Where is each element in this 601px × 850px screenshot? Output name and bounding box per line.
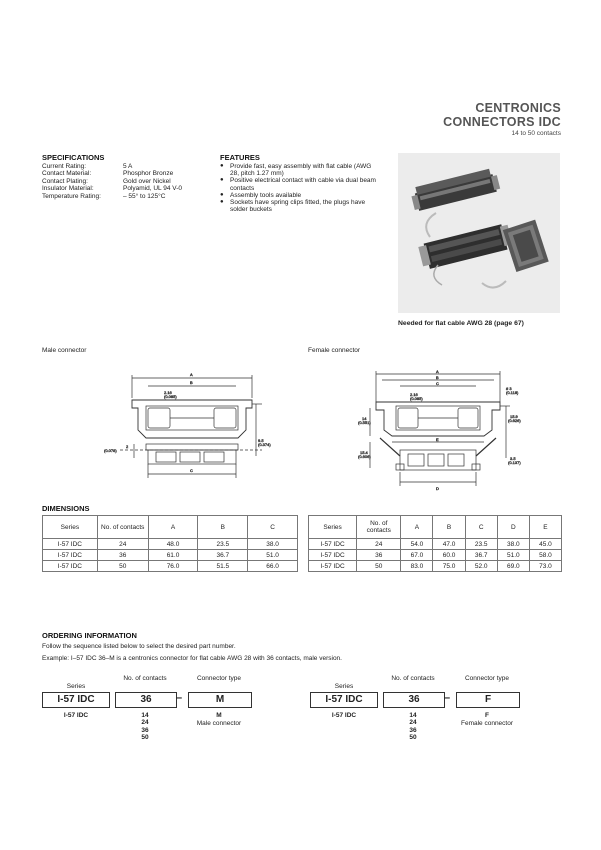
table-cell: 73.0 xyxy=(529,561,561,572)
page-subtitle: 14 to 50 contacts xyxy=(511,130,561,137)
feature-item: ● Provide fast, easy assembly with flat cable (AWG 28, pitch 1.27 mm) xyxy=(220,163,380,177)
dimensions-heading: DIMENSIONS xyxy=(42,504,90,513)
table-cell: 51.0 xyxy=(497,550,529,561)
ordering-instruction: Follow the sequence listed below to select the desired part number. xyxy=(42,643,236,650)
series-box: I-57 IDC xyxy=(42,692,110,708)
label-dim4: (0.374) xyxy=(258,442,271,447)
spec-label: Current Rating: xyxy=(42,163,87,170)
table-cell: 51.5 xyxy=(198,561,248,572)
spec-label: Insulator Material: xyxy=(42,185,94,193)
contacts-option: 14 xyxy=(141,712,149,719)
label-dim2: (0.085) xyxy=(410,396,423,401)
type-option: M xyxy=(216,712,222,719)
column-header: B xyxy=(198,516,248,539)
female-connector-drawing xyxy=(340,368,530,493)
label-dim11: 14 xyxy=(362,416,367,421)
spec-row xyxy=(42,170,182,177)
type-option: F xyxy=(485,712,489,719)
features-list xyxy=(220,163,380,213)
table-cell: I-57 IDC xyxy=(43,539,98,550)
contacts-option: 24 xyxy=(141,719,149,727)
column-header: No. of contacts xyxy=(357,516,401,539)
feature-item: ● Positive electrical contact with cable via dual beam contacts xyxy=(220,177,380,191)
spec-label: Temperature Rating: xyxy=(42,192,101,200)
column-header: Series xyxy=(309,516,357,539)
label-dim1: 2.16 xyxy=(410,392,418,397)
label-two: 2 xyxy=(126,444,129,449)
spec-value: Phosphor Bronze xyxy=(123,170,174,178)
type-box: F xyxy=(456,692,520,708)
table-cell: 51.0 xyxy=(248,550,298,561)
label-dim12: (0.551) xyxy=(358,420,371,425)
male-connector-drawing xyxy=(100,368,280,488)
table-cell: 61.0 xyxy=(148,550,198,561)
table-row xyxy=(309,539,562,550)
type-label: Connector type xyxy=(464,675,510,682)
label-e: E xyxy=(436,437,439,442)
feature-item: ● Sockets have spring clips fitted, the plugs have solder buckets xyxy=(220,199,380,213)
table-cell: 50 xyxy=(97,561,148,572)
label-a: A xyxy=(190,372,193,377)
page-title: CENTRONICS xyxy=(475,101,561,115)
contacts-option: 36 xyxy=(141,726,149,734)
label-c: C xyxy=(190,468,193,473)
spec-value: Gold over Nickel xyxy=(123,177,171,185)
type-description: Female connector xyxy=(460,720,514,727)
contacts-box: 36 xyxy=(383,692,445,708)
table-cell: 47.0 xyxy=(433,539,465,550)
column-header: No. of contacts xyxy=(97,516,148,539)
label-dim3: # 3 xyxy=(506,386,512,391)
label-dim10: (0.137) xyxy=(508,460,521,465)
table-cell: 24 xyxy=(357,539,401,550)
column-header: E xyxy=(529,516,561,539)
male-connector-caption: Male connector xyxy=(42,347,87,354)
table-cell: 60.0 xyxy=(433,550,465,561)
contacts-options xyxy=(115,712,175,742)
table-cell: 24 xyxy=(97,539,148,550)
contacts-options xyxy=(383,712,443,742)
female-connector-caption: Female connector xyxy=(308,347,361,354)
features-heading: FEATURES xyxy=(220,153,260,162)
spec-value: Polyamid, UL 94 V-0 xyxy=(123,185,183,193)
contacts-label: No. of contacts xyxy=(123,675,167,682)
contacts-option: 36 xyxy=(409,726,417,734)
spec-label: Contact Plating: xyxy=(42,177,88,185)
label-dim6: (0.626) xyxy=(508,418,521,423)
product-photo xyxy=(398,153,560,313)
spec-value: 5 A xyxy=(123,163,133,170)
table-cell: 36 xyxy=(357,550,401,561)
photo-caption: Needed for flat cable AWG 28 (page 67) xyxy=(398,320,524,327)
connector-body-top xyxy=(376,402,500,436)
table-cell: I-57 IDC xyxy=(309,561,357,572)
table-cell: 52.0 xyxy=(465,561,497,572)
ordering-example: Example: I–57 IDC 36–M is a centronics connector for flat cable AWG 28 with 36 contacts, male version. xyxy=(42,655,342,662)
table-cell: 83.0 xyxy=(401,561,433,572)
label-dim2: (0.085) xyxy=(164,394,177,399)
table-cell: I-57 IDC xyxy=(43,561,98,572)
table-row xyxy=(43,539,298,550)
table-cell: 38.0 xyxy=(248,539,298,550)
ordering-heading: ORDERING INFORMATION xyxy=(42,631,137,640)
table-header-row xyxy=(43,516,298,539)
spec-row xyxy=(42,193,182,200)
table-cell: 58.0 xyxy=(529,550,561,561)
table-cell: 48.0 xyxy=(148,539,198,550)
type-label: Connector type xyxy=(196,675,242,682)
table-cell: 67.0 xyxy=(401,550,433,561)
type-box: M xyxy=(188,692,252,708)
table-cell: 45.0 xyxy=(529,539,561,550)
type-description: Male connector xyxy=(196,720,242,727)
page-title-line2: CONNECTORS IDC xyxy=(443,115,561,129)
label-dim9: 3.5 xyxy=(510,456,516,461)
table-cell: 66.0 xyxy=(248,561,298,572)
table-cell: 54.0 xyxy=(401,539,433,550)
contacts-label: No. of contacts xyxy=(391,675,435,682)
features-section xyxy=(220,153,380,213)
female-dimensions-table xyxy=(308,515,562,572)
table-cell: 36.7 xyxy=(198,550,248,561)
table-cell: I-57 IDC xyxy=(309,550,357,561)
feature-item: ● Assembly tools available xyxy=(220,192,380,199)
column-header: A xyxy=(148,516,198,539)
series-option: I-57 IDC xyxy=(331,712,357,719)
table-cell: 75.0 xyxy=(433,561,465,572)
separator-dash: – xyxy=(444,692,451,704)
spec-row xyxy=(42,163,182,170)
label-b: B xyxy=(436,375,439,380)
label-dim7: 15.4 xyxy=(360,450,368,455)
table-row xyxy=(43,550,298,561)
column-header: C xyxy=(465,516,497,539)
table-cell: 50 xyxy=(357,561,401,572)
contacts-option: 14 xyxy=(409,712,417,719)
table-cell: 38.0 xyxy=(497,539,529,550)
table-cell: I-57 IDC xyxy=(309,539,357,550)
specifications-section xyxy=(42,153,182,200)
column-header: C xyxy=(248,516,298,539)
label-dim5: 15.9 xyxy=(510,414,518,419)
label-b: B xyxy=(190,380,193,385)
table-row xyxy=(309,561,562,572)
table-cell: 36 xyxy=(97,550,148,561)
label-dim4: (0.118) xyxy=(506,390,519,395)
spec-row xyxy=(42,185,182,192)
series-option: I-57 IDC xyxy=(63,712,89,719)
table-cell: I-57 IDC xyxy=(43,550,98,561)
label-dim3: 9.5 xyxy=(258,438,264,443)
spec-label: Contact Material: xyxy=(42,170,92,178)
separator-dash: – xyxy=(176,692,183,704)
contacts-option: 50 xyxy=(409,734,417,742)
connector-body-side xyxy=(400,450,476,470)
column-header: A xyxy=(401,516,433,539)
spec-row xyxy=(42,178,182,185)
contacts-option: 24 xyxy=(409,719,417,727)
series-label: Series xyxy=(334,683,354,690)
table-cell: 23.5 xyxy=(465,539,497,550)
column-header: Series xyxy=(43,516,98,539)
label-a: A xyxy=(436,369,439,374)
connector-photo-illustration xyxy=(398,153,560,313)
table-header-row xyxy=(309,516,562,539)
table-cell: 23.5 xyxy=(198,539,248,550)
label-dim5: (0.078) xyxy=(104,448,117,453)
male-dimensions-table xyxy=(42,515,298,572)
spec-value: – 55° to 125°C xyxy=(123,192,166,200)
column-header: D xyxy=(497,516,529,539)
column-header: B xyxy=(433,516,465,539)
table-cell: 76.0 xyxy=(148,561,198,572)
label-c: C xyxy=(436,381,439,386)
label-dim1: 2.16 xyxy=(164,390,172,395)
label-dim8: (0.606) xyxy=(358,454,371,459)
series-label: Series xyxy=(66,683,86,690)
table-cell: 36.7 xyxy=(465,550,497,561)
series-box: I-57 IDC xyxy=(310,692,378,708)
specifications-heading: SPECIFICATIONS xyxy=(42,153,105,162)
contacts-option: 50 xyxy=(141,734,149,742)
label-d: D xyxy=(436,486,439,491)
connector-body-side xyxy=(146,444,238,450)
table-row xyxy=(43,561,298,572)
contacts-box: 36 xyxy=(115,692,177,708)
table-cell: 69.0 xyxy=(497,561,529,572)
table-row xyxy=(309,550,562,561)
